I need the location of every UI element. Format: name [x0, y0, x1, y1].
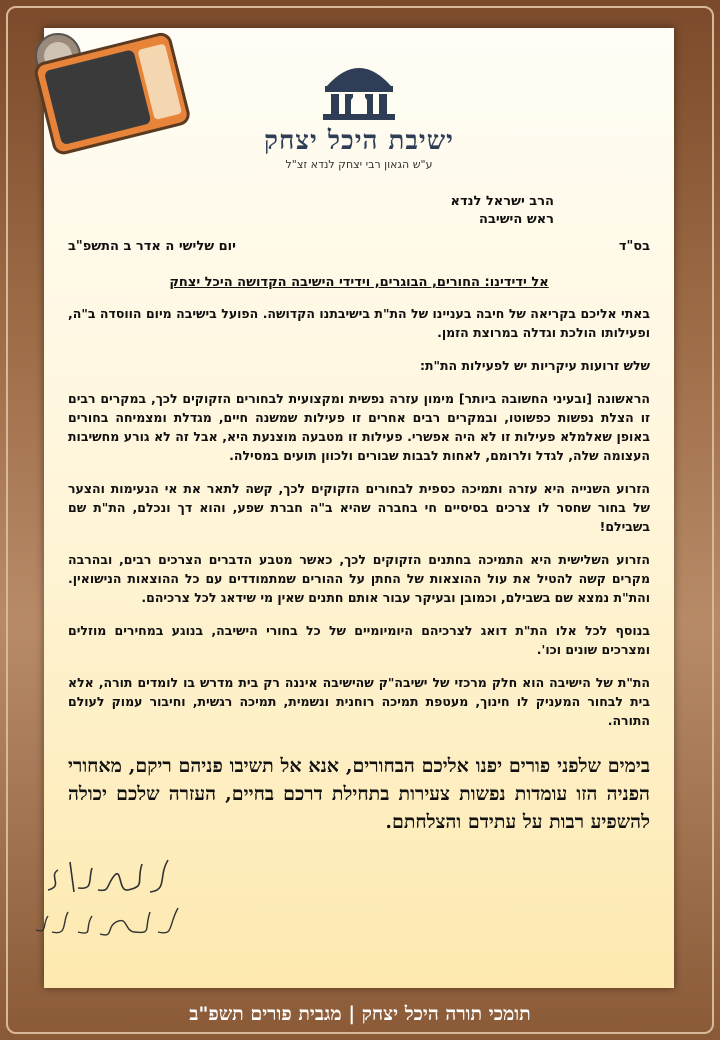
- paragraph-daily-needs: בנוסף לכל אלו הת"ת דואג לצרכיהם היומיומיים של כל בחורי הישיבה, בנוגע במחירים מוזלים ומצרכים שונים וכו'.: [68, 623, 650, 657]
- institution-subtitle: ע"ש הגאון רבי יצחק לנדא זצ"ל: [285, 158, 433, 171]
- closing-appeal: בימים שלפני פורים יפנו אליכם הבחורים, אנא אל תשיבו פניהם ריקם, מאחורי הפניה הזו עומדות נפשות צעירות בתחילת דרכם בחיים, העזרה שלכם יכולה להשפיע רבות על עתידם והצלחתם.: [68, 755, 650, 833]
- sender-name: הרב ישראל לנדא: [450, 194, 554, 209]
- salutation: אל ידידינו: החורים, הבוגרים, וידידי הישיבה הקדושה היכל יצחק: [169, 275, 549, 290]
- paragraph-third-arm: הזרוע השלישית היא התמיכה בחתנים הזקוקים לכך, כאשר מטבע הדברים הצרכים רבים, ובהרבה מקרים קשה להטיל את עול ההוצאות של החתן על ההורים שמתמודדים עם כל ההוצאות הנישואין. והת"ת נמצא שם בשבילם, וכמובן ובעיקר עבור אותם חתנים שאין מי שידאג לכל צרכיהם.: [68, 552, 650, 605]
- yeshiva-logo-icon: [321, 56, 397, 122]
- sender-title: ראש הישיבה: [479, 212, 554, 227]
- paragraph-intro: באתי אליכם בקריאה של חיבה בעניינו של הת"ת בישיבתנו הקדושה. הפועל בישיבה מיום הווסדה ב"ה, ופעילותו הולכת וגדלה במרוצת הזמן.: [68, 306, 650, 340]
- signature-icon: [18, 846, 218, 950]
- footer-banner: תומכי תורה היכל יצחק | מגבית פורים תשפ"ב: [189, 1003, 531, 1025]
- paragraph-central-role: הת"ת של הישיבה הוא חלק מרכזי של ישיבה"ק שהישיבה איננה רק בית מדרש בו לומדים תורה, אלא בית לבחור המעניק לו חינוך, מעטפת תמיכה רוחנית ונשמית, תמיכה רגשית, וחיבור עמוק לעולם התורה.: [68, 675, 650, 728]
- bsd-mark: בס"ד: [618, 239, 650, 254]
- institution-name: ישיבת היכל יצחק: [264, 126, 454, 156]
- paragraph-three-arms: שלש זרועות עיקריות יש לפעילות הת"ת:: [419, 358, 650, 373]
- letter-page: [44, 28, 674, 988]
- dateline: [68, 239, 650, 257]
- paragraph-first-arm: הראשונה [ובעיני החשובה ביותר] מימון עזרה נפשית ומקצועית לבחורים הזקוקים לכך, במקרים רבים זו הצלת נפשות כפשוטו, ובמקרים רבים אחרים זו פעילות שמשנה חיים, מגדלת ומצמיחה בחורים באופן שאלמלא פעילות זו לא היה אפשרי. פעילות זו מטבעה מוצנעת היא, אבל זה לא גורע מחשיבות העצומה שלה, לגדל ולרומם, לאחות לבבות שבורים ולכוון תועים במסילה.: [68, 391, 650, 463]
- letter-date: יום שלישי ה אדר ב התשפ"ב: [68, 239, 236, 254]
- badge-icon: [16, 22, 206, 162]
- sender-block: [68, 193, 650, 229]
- paragraph-second-arm: הזרוע השנייה היא עזרה ותמיכה כספית לבחורים הזקוקים לכך, קשה לתאר את אי הנעימות והצער של בחור שחסר לו צרכים בסיסיים חי בחברה שהיא ב"ה חברת שפע, והוא דך ונכלם, הת"ת שם בשבילם!: [68, 481, 650, 534]
